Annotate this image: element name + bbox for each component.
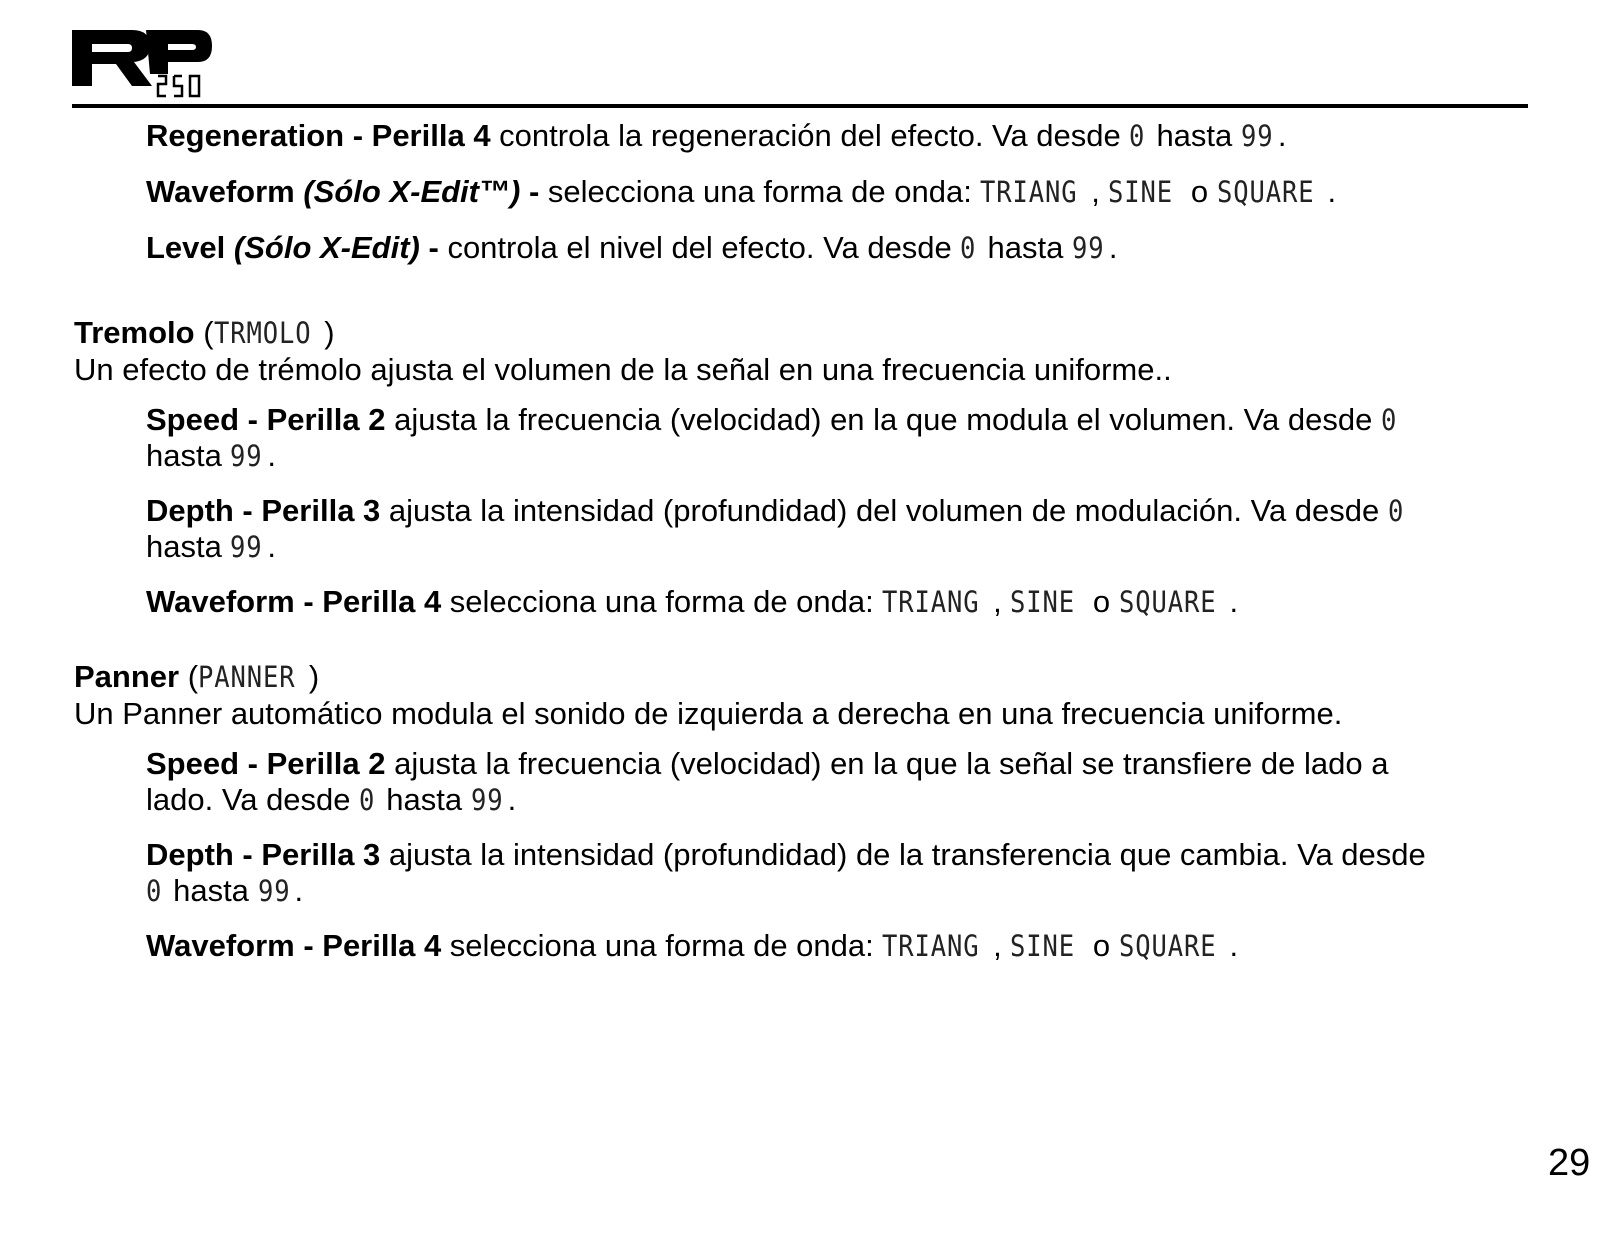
header-rule	[72, 104, 1528, 108]
panner-depth-line: Depth - Perilla 3 ajusta la intensidad (profundidad) de la transferencia que cambia. Va desde	[146, 837, 1426, 872]
panner-speed-range: lado. Va desde 0 hasta 99 .	[146, 782, 517, 817]
panner-heading: Panner (PANNER )	[74, 659, 320, 694]
regeneration-line: Regeneration - Perilla 4 controla la regeneración del efecto. Va desde 0 hasta 99 .	[146, 118, 1287, 153]
tremolo-depth-line: Depth - Perilla 3 ajusta la intensidad (profundidad) del volumen de modulación. Va desde 0	[146, 493, 1405, 528]
panner-depth-range: 0 hasta 99 .	[146, 873, 304, 908]
panner-description: Un Panner automático modula el sonido de izquierda a derecha en una frecuencia uniforme.	[74, 696, 1343, 731]
tremolo-speed-line: Speed - Perilla 2 ajusta la frecuencia (velocidad) en la que modula el volumen. Va desde 0	[146, 402, 1398, 437]
tremolo-description: Un efecto de trémolo ajusta el volumen de la señal en una frecuencia uniforme..	[74, 352, 1172, 387]
waveform-xedit-line: Waveform (Sólo X-Edit™) - selecciona una forma de onda: TRIANG , SINE o SQUARE .	[146, 174, 1337, 209]
panner-waveform-line: Waveform - Perilla 4 selecciona una forma de onda: TRIANG , SINE o SQUARE .	[146, 928, 1239, 963]
tremolo-waveform-line: Waveform - Perilla 4 selecciona una forma de onda: TRIANG , SINE o SQUARE .	[146, 584, 1239, 619]
tremolo-heading: Tremolo (TRMOLO )	[74, 315, 335, 350]
panner-speed-line: Speed - Perilla 2 ajusta la frecuencia (velocidad) en la que la señal se transfiere de lado a	[146, 746, 1389, 781]
tremolo-depth-range: hasta 99 .	[146, 529, 276, 564]
page-number: 29	[1548, 1142, 1591, 1184]
level-line: Level (Sólo X-Edit) - controla el nivel del efecto. Va desde 0 hasta 99 .	[146, 230, 1118, 265]
tremolo-speed-range: hasta 99 .	[146, 438, 276, 473]
rp250-logo	[72, 22, 222, 102]
